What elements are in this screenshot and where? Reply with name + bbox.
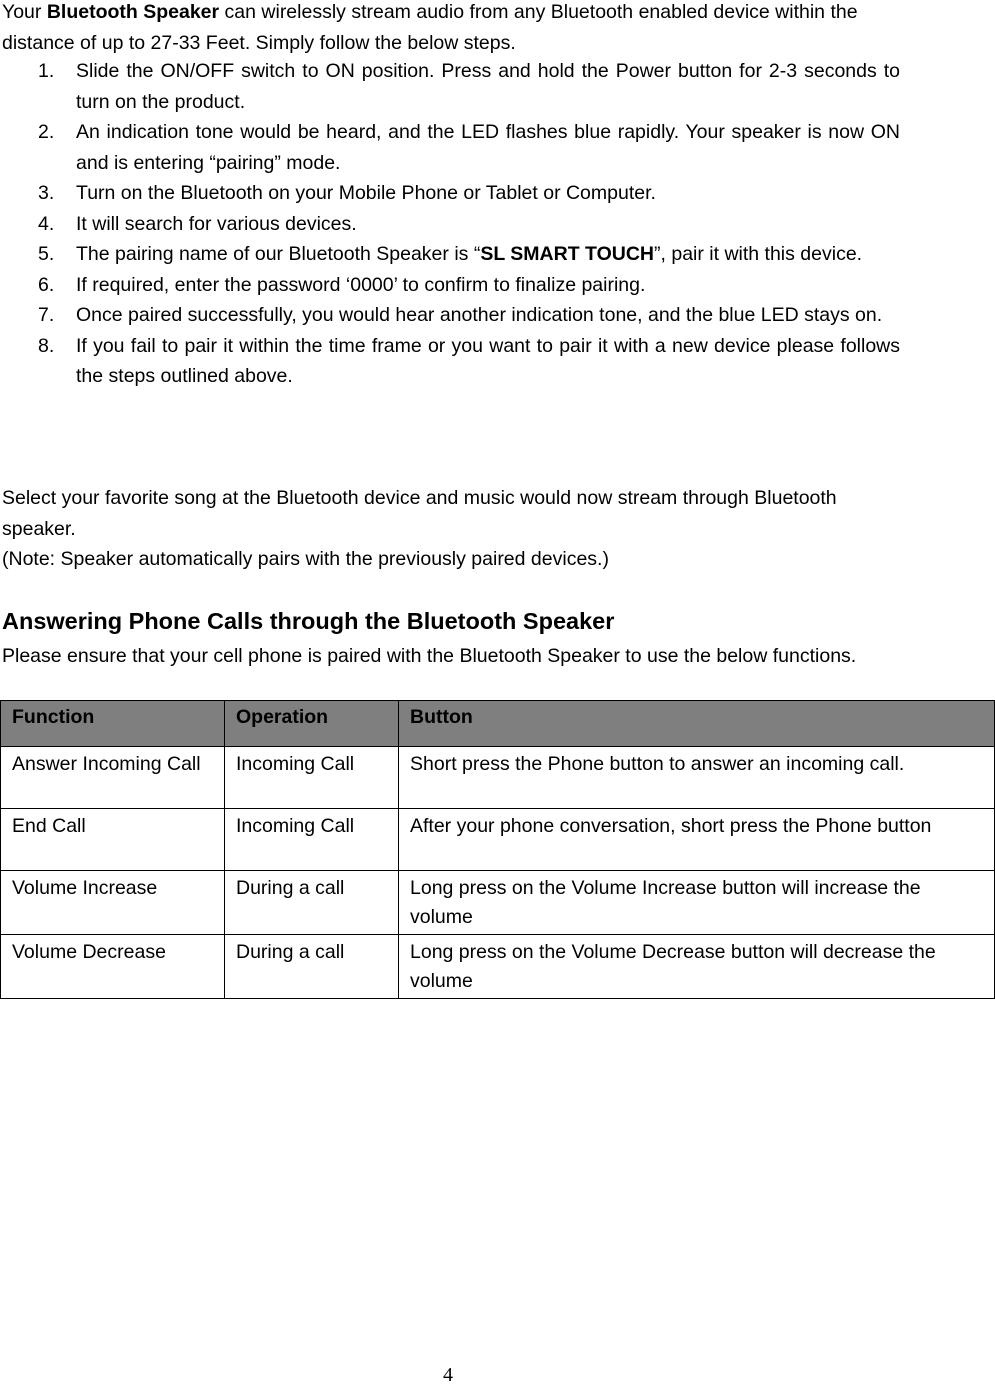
step-item [0,300,900,331]
table-row [1,871,995,935]
step-text: Slide the ON/OFF switch to ON position. Press and hold the Power button for 2-3 seconds to turn on the product. [76,60,900,113]
header-operation: Operation [225,701,399,747]
functions-table [0,700,995,999]
cell-button: Long press on the Volume Increase button will increase the volume [399,871,995,935]
step-number: 3. [38,182,55,204]
step-number: 2. [38,121,55,143]
intro-suffix: can wirelessly stream audio from any Bluetooth enabled device within the distance of up to 27-33 Feet. Simply follow the below steps. [2,1,858,54]
step-item [0,117,900,178]
step-text: It will search for various devices. [76,212,357,235]
step-number: 4. [38,212,55,235]
step-item [0,209,900,240]
cell-button: Short press the Phone button to answer an incoming call. [399,747,995,809]
cell-operation: During a call [225,871,399,935]
section-intro: Please ensure that your cell phone is paired with the Bluetooth Speaker to use the below functions. [2,645,857,667]
step-text: Once paired successfully, you would hear another indication tone, and the blue LED stays on. [76,304,883,326]
step-item [0,270,900,301]
step-number: 8. [38,334,55,357]
step-text: If required, enter the password ‘0000’ to confirm to finalize pairing. [76,273,646,296]
intro-paragraph [2,0,900,58]
cell-function: Answer Incoming Call [1,747,225,809]
pairing-name: SL SMART TOUCH [480,243,655,265]
section-heading: Answering Phone Calls through the Bluetooth Speaker [2,608,615,634]
intro-prefix: Your [2,1,47,23]
cell-function: End Call [1,809,225,871]
step-number: 1. [38,60,55,82]
header-button: Button [399,701,995,747]
step-item [0,331,900,392]
step-item [0,56,900,117]
stream-paragraph: Select your favorite song at the Bluetooth device and music would now stream through Bluetooth speaker. [2,487,837,540]
step-text: An indication tone would be heard, and the LED flashes blue rapidly. Your speaker is now ON and is entering “pairing” mode. [76,121,900,174]
page-number: 4 [443,1364,453,1386]
step-text-pre: The pairing name of our Bluetooth Speaker is “ [76,243,481,265]
pairing-steps-list [0,56,900,392]
table-row [1,935,995,999]
step-number: 6. [38,273,55,296]
header-function: Function [1,701,225,747]
cell-button: Long press on the Volume Decrease button will decrease the volume [399,935,995,999]
step-item [0,178,900,209]
step-text: Turn on the Bluetooth on your Mobile Phone or Tablet or Computer. [76,182,656,204]
step-number: 5. [38,243,55,265]
step-item [0,239,900,270]
table-header-row [1,701,995,747]
cell-operation: Incoming Call [225,809,399,871]
product-name: Bluetooth Speaker [46,1,220,23]
step-text: If you fail to pair it within the time frame or you want to pair it with a new device please follows the steps outlined above. [76,334,900,387]
step-number: 7. [38,304,55,326]
table-row [1,809,995,871]
cell-operation: Incoming Call [225,747,399,809]
cell-button: After your phone conversation, short press the Phone button [399,809,995,871]
cell-function: Volume Decrease [1,935,225,999]
step-text-post: ”, pair it with this device. [654,243,863,265]
cell-operation: During a call [225,935,399,999]
note-paragraph: (Note: Speaker automatically pairs with the previously paired devices.) [2,548,609,570]
cell-function: Volume Increase [1,871,225,935]
table-row [1,747,995,809]
